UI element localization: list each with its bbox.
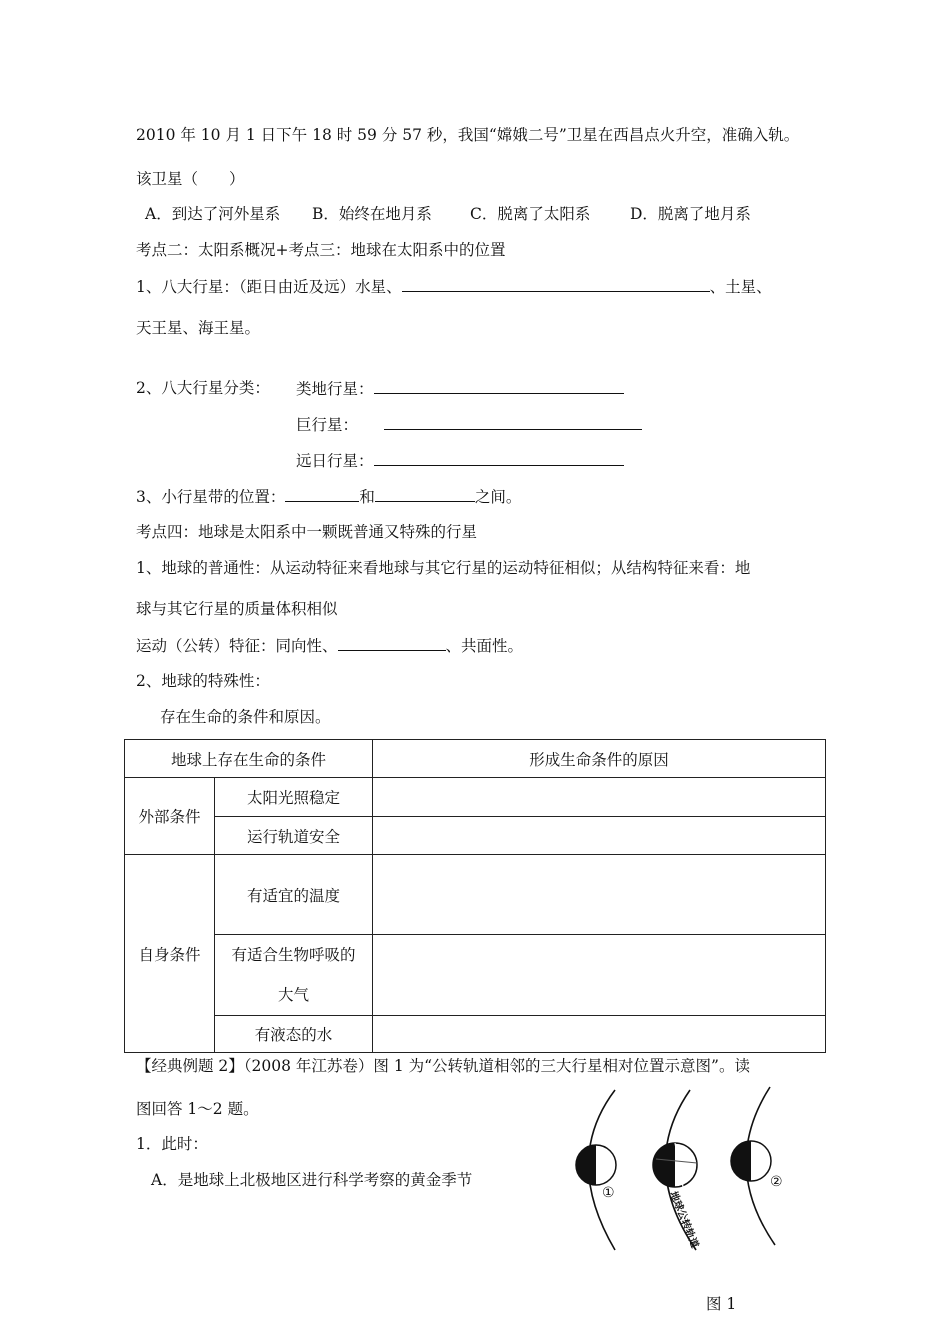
planets-line	[136, 276, 772, 297]
planet-position-figure	[560, 1085, 800, 1255]
planet-earth	[653, 1143, 697, 1187]
q1-option-a: A．到达了河外星系	[145, 205, 281, 223]
q1-option-c: C．脱离了太阳系	[470, 205, 591, 223]
header-reason: 形成生命条件的原因	[373, 740, 826, 778]
table-row	[125, 935, 826, 1016]
motion-blank[interactable]	[338, 635, 446, 651]
reason-cell[interactable]	[373, 778, 826, 817]
planets-blank[interactable]	[402, 276, 710, 292]
motion-line	[136, 635, 523, 656]
label-planet-1: ①	[602, 1185, 615, 1201]
example-line2: 图回答 1～2 题。	[136, 1100, 259, 1118]
reason-cell[interactable]	[373, 935, 826, 1016]
far-label: 远日行星：	[296, 452, 374, 470]
terrestrial-label: 类地行星：	[296, 380, 374, 398]
orbit-label: 地球公转轨道	[667, 1190, 700, 1250]
q1-option-b: B．始终在地月系	[312, 205, 432, 223]
section2-heading: 考点二：太阳系概况+考点三：地球在太阳系中的位置	[136, 241, 506, 259]
giant-label: 巨行星：	[296, 416, 359, 434]
life-conditions-table	[124, 739, 826, 1053]
table-row	[125, 1016, 826, 1053]
header-condition: 地球上存在生命的条件	[125, 740, 373, 778]
external-item-1: 太阳光照稳定	[215, 778, 373, 817]
reason-cell[interactable]	[373, 1016, 826, 1053]
terrestrial-line	[296, 378, 624, 399]
ordinary-line2: 球与其它行星的质量体积相似	[136, 600, 338, 618]
planets-line-cont: 天王星、海王星。	[136, 319, 261, 337]
asteroid-line	[136, 486, 521, 507]
table-row	[125, 817, 826, 855]
table-header-row	[125, 740, 826, 778]
table-row	[125, 778, 826, 817]
example-option-a: A．是地球上北极地区进行科学考察的黄金季节	[151, 1171, 473, 1189]
q1-line2: 该卫星（ ）	[136, 170, 245, 188]
asteroid-and: 和	[359, 488, 375, 506]
asteroid-prefix: 3、小行星带的位置：	[136, 488, 286, 506]
special-sub: 存在生命的条件和原因。	[160, 708, 331, 726]
asteroid-blank-1[interactable]	[285, 486, 359, 502]
example-line1: 【经典例题 2】（2008 年江苏卷）图 1 为“公转轨道相邻的三大行星相对位置示意图”。读	[136, 1057, 750, 1075]
ordinary-line1: 1、地球的普通性：从运动特征来看地球与其它行星的运动特征相似；从结构特征来看：地	[136, 559, 751, 577]
planet-2	[731, 1141, 771, 1181]
motion-suffix: 、共面性。	[445, 637, 524, 655]
external-item-2: 运行轨道安全	[215, 817, 373, 855]
giant-line	[296, 414, 642, 435]
asteroid-blank-2[interactable]	[375, 486, 475, 502]
internal-item-2	[215, 935, 373, 1016]
asteroid-suffix: 之间。	[474, 488, 522, 506]
planets-prefix: 1、八大行星：（距日由近及远）水星、	[136, 278, 402, 296]
reason-cell[interactable]	[373, 817, 826, 855]
far-line	[296, 450, 624, 471]
motion-prefix: 运动（公转）特征：同向性、	[136, 637, 338, 655]
planets-suffix: 、土星、	[709, 278, 772, 296]
q1-option-d: D．脱离了地月系	[630, 205, 751, 223]
internal-item-1: 有适宜的温度	[215, 855, 373, 935]
terrestrial-blank[interactable]	[374, 378, 624, 394]
internal-item-2-line2: 大气	[277, 986, 309, 1004]
internal-label: 自身条件	[125, 855, 215, 1053]
internal-item-2-line1: 有适合生物呼吸的	[231, 946, 356, 964]
figure-caption: 图 1	[706, 1295, 737, 1313]
planet-1	[576, 1145, 616, 1185]
classification-label: 2、八大行星分类：	[136, 379, 270, 397]
reason-cell[interactable]	[373, 855, 826, 935]
section4-heading: 考点四：地球是太阳系中一颗既普通又特殊的行星	[136, 523, 478, 541]
table-row	[125, 855, 826, 935]
q1-line1: 2010 年 10 月 1 日下午 18 时 59 分 57 秒，我国“嫦娥二号”卫星在西昌点火升空，准确入轨。	[136, 126, 800, 144]
giant-blank[interactable]	[384, 414, 642, 430]
example-question: 1．此时：	[136, 1135, 208, 1153]
special-heading: 2、地球的特殊性：	[136, 672, 270, 690]
far-blank[interactable]	[374, 450, 624, 466]
label-planet-2: ②	[770, 1174, 783, 1190]
internal-item-3: 有液态的水	[215, 1016, 373, 1053]
external-label: 外部条件	[125, 778, 215, 855]
